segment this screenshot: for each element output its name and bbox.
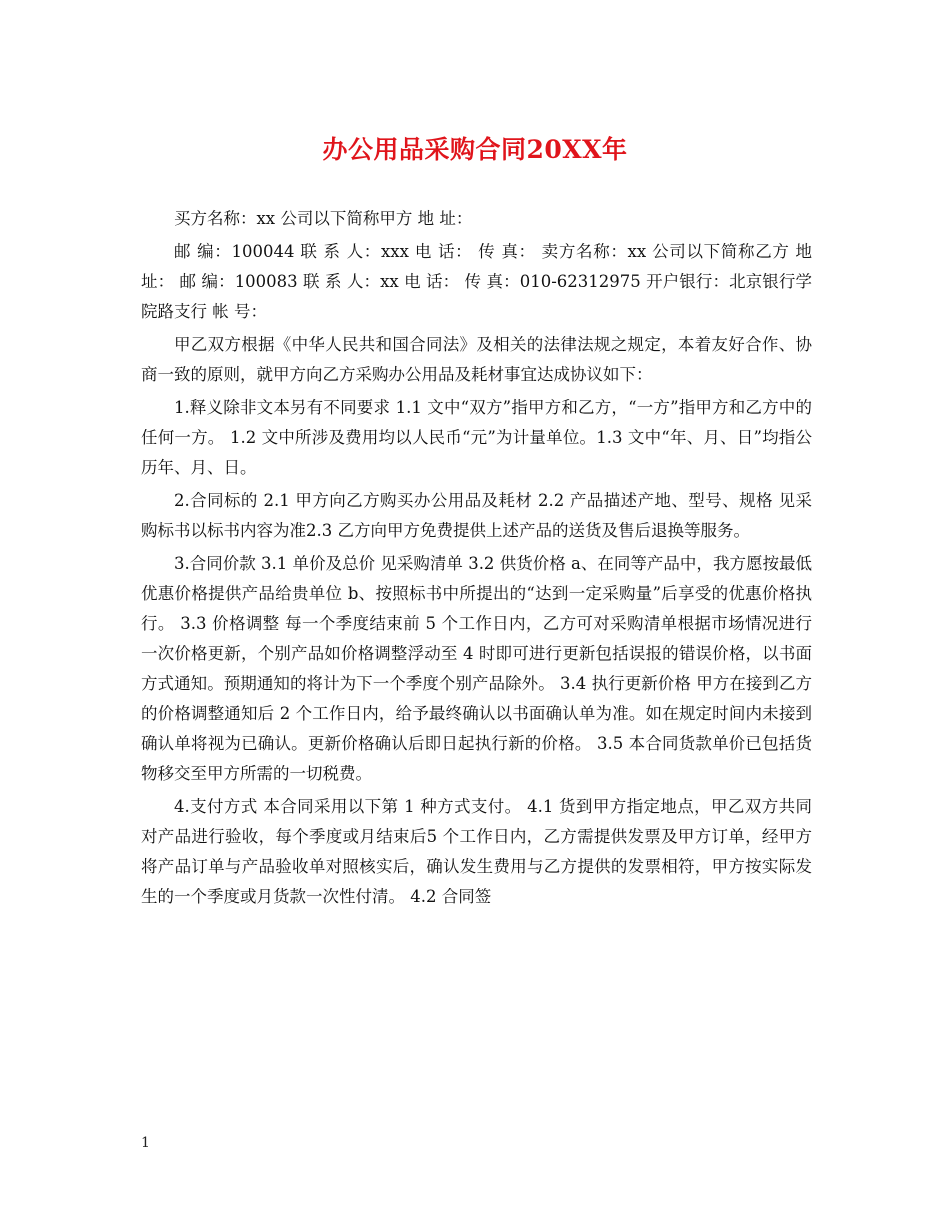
paragraph-payment-method: 4.支付方式 本合同采用以下第 1 种方式支付。 4.1 货到甲方指定地点，甲乙双方共同对产品进行验收，每个季度或月结束后5 个工作日内，乙方需提供发票及甲方订单，经甲方将产品订单与产品验收单对照核实后，确认发生费用与乙方提供的发票相符，甲方按实际发生的一个季度或月货款一次性付清。 4.2 合同签: [141, 797, 812, 906]
paragraph-buyer-info: 买方名称：xx 公司以下简称甲方 地 址：: [174, 209, 473, 228]
paragraph-definitions: 1.释义除非文本另有不同要求 1.1 文中“双方”指甲方和乙方，“一方”指甲方和乙方中的任何一方。 1.2 文中所涉及费用均以人民币“元”为计量单位。1.3 文中“年、月、日”均指公历年、月、日。: [141, 398, 812, 477]
document-body: [141, 204, 812, 915]
document-title: 办公用品采购合同20XX年: [322, 135, 628, 164]
paragraph-contract-subject: 2.合同标的 2.1 甲方向乙方购买办公用品及耗材 2.2 产品描述产地、型号、规格 见采购标书以标书内容为准2.3 乙方向甲方免费提供上述产品的送货及售后退换等服务。: [141, 491, 812, 540]
page-number: 1: [141, 1135, 150, 1151]
paragraph-preamble: 甲乙双方根据《中华人民共和国合同法》及相关的法律法规之规定，本着友好合作、协商一致的原则，就甲方向乙方采购办公用品及耗材事宜达成协议如下：: [141, 335, 812, 384]
paragraph-contact-info: 邮 编：100044 联 系 人：xxx 电 话： 传 真： 卖方名称：xx 公司以下简称乙方 地 址： 邮 编：100083 联 系 人：xx 电 话： 传 真：010-62312975 开户银行：北京银行学院路支行 帐 号：: [141, 242, 812, 321]
paragraph-contract-price: 3.合同价款 3.1 单价及总价 见采购清单 3.2 供货价格 a、在同等产品中，我方愿按最低优惠价格提供产品给贵单位 b、按照标书中所提出的“达到一定采购量”后享受的优惠价格执行。 3.3 价格调整 每一个季度结束前 5 个工作日内，乙方可对采购清单根据市场情况进行一次价格更新，个别产品如价格调整浮动至 4 时即可进行更新包括误报的错误价格，以书面方式通知。预期通知的将计为下一个季度个别产品除外。 3.4 执行更新价格 甲方在接到乙方的价格调整通知后 2 个工作日内，给予最终确认以书面确认单为准。如在规定时间内未接到确认单将视为已确认。更新价格确认后即日起执行新的价格。 3.5 本合同货款单价已包括货物移交至甲方所需的一切税费。: [141, 554, 812, 783]
